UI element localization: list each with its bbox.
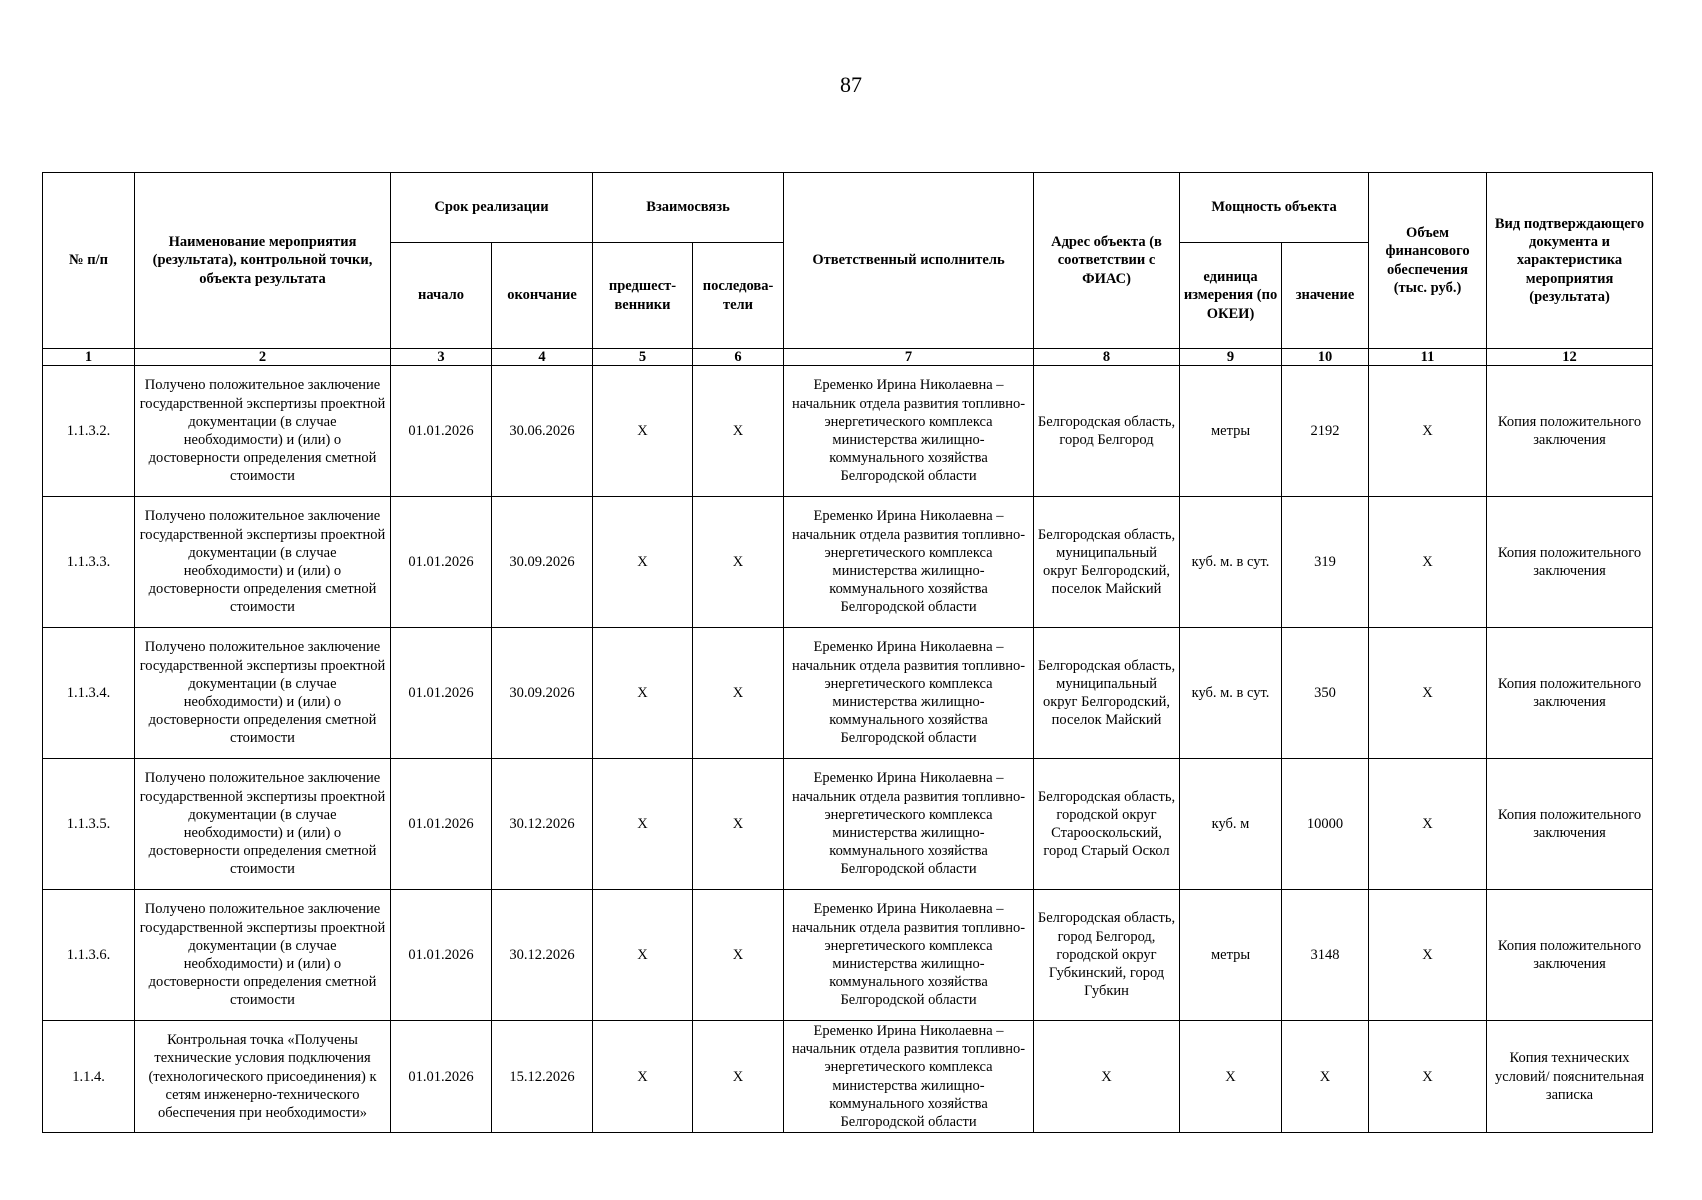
row-predecessors: X bbox=[593, 759, 693, 890]
row-executor: Еременко Ирина Николаевна – начальник отдела развития топливно-энергетического комплекса министерства жилищно-коммунального хозяйства Белгородской области bbox=[784, 890, 1034, 1021]
row-executor: Еременко Ирина Николаевна – начальник отдела развития топливно-энергетического комплекса министерства жилищно-коммунального хозяйства Белгородской области bbox=[784, 497, 1034, 628]
header-row-1 bbox=[43, 173, 1653, 243]
column-number: 7 bbox=[784, 349, 1034, 366]
row-predecessors: X bbox=[593, 890, 693, 1021]
column-numbers-row bbox=[43, 349, 1653, 366]
row-name: Получено положительное заключение государственной экспертизы проектной документации (в случае необходимости) и (или) о достоверности определения сметной стоимости bbox=[135, 628, 391, 759]
table-row bbox=[43, 890, 1653, 1021]
row-predecessors: X bbox=[593, 497, 693, 628]
row-value: X bbox=[1282, 1021, 1369, 1133]
row-predecessors: X bbox=[593, 1021, 693, 1133]
column-number: 4 bbox=[492, 349, 593, 366]
row-unit: метры bbox=[1180, 366, 1282, 497]
header-name: Наименование мероприятия (результата), контрольной точки, объекта результата bbox=[135, 173, 391, 349]
row-finance: X bbox=[1369, 366, 1487, 497]
row-successors: X bbox=[693, 628, 784, 759]
row-executor: Еременко Ирина Николаевна – начальник отдела развития топливно-энергетического комплекса министерства жилищно-коммунального хозяйства Белгородской области bbox=[784, 628, 1034, 759]
row-number: 1.1.3.2. bbox=[43, 366, 135, 497]
row-document: Копия положительного заключения bbox=[1487, 366, 1653, 497]
table-row bbox=[43, 759, 1653, 890]
row-name: Получено положительное заключение государственной экспертизы проектной документации (в случае необходимости) и (или) о достоверности определения сметной стоимости bbox=[135, 890, 391, 1021]
row-name: Контрольная точка «Получены технические условия подключения (технологического присоединения) к сетям инженерно-технического обеспечения при необходимости» bbox=[135, 1021, 391, 1133]
header-executor: Ответственный исполнитель bbox=[784, 173, 1034, 349]
header-relation: Взаимосвязь bbox=[593, 173, 784, 243]
column-number: 1 bbox=[43, 349, 135, 366]
row-finance: X bbox=[1369, 628, 1487, 759]
row-executor: Еременко Ирина Николаевна – начальник отдела развития топливно-энергетического комплекса министерства жилищно-коммунального хозяйства Белгородской области bbox=[784, 366, 1034, 497]
row-value: 350 bbox=[1282, 628, 1369, 759]
header-capacity: Мощность объекта bbox=[1180, 173, 1369, 243]
row-end: 30.09.2026 bbox=[492, 497, 593, 628]
column-number: 3 bbox=[391, 349, 492, 366]
row-unit: куб. м. в сут. bbox=[1180, 628, 1282, 759]
row-document: Копия положительного заключения bbox=[1487, 890, 1653, 1021]
row-name: Получено положительное заключение государственной экспертизы проектной документации (в случае необходимости) и (или) о достоверности определения сметной стоимости bbox=[135, 497, 391, 628]
row-start: 01.01.2026 bbox=[391, 366, 492, 497]
row-start: 01.01.2026 bbox=[391, 497, 492, 628]
column-number: 9 bbox=[1180, 349, 1282, 366]
row-number: 1.1.4. bbox=[43, 1021, 135, 1133]
row-number: 1.1.3.3. bbox=[43, 497, 135, 628]
row-number: 1.1.3.4. bbox=[43, 628, 135, 759]
row-address: Белгородская область, городской округ Старооскольский, город Старый Оскол bbox=[1034, 759, 1180, 890]
header-unit: единица измерения (по ОКЕИ) bbox=[1180, 243, 1282, 349]
header-finance: Объем финансового обеспечения (тыс. руб.) bbox=[1369, 173, 1487, 349]
header-doc: Вид подтверждающего документа и характеристика мероприятия (результата) bbox=[1487, 173, 1653, 349]
header-address: Адрес объекта (в соответствии с ФИАС) bbox=[1034, 173, 1180, 349]
row-finance: X bbox=[1369, 497, 1487, 628]
row-address: Белгородская область, город Белгород bbox=[1034, 366, 1180, 497]
column-number: 8 bbox=[1034, 349, 1180, 366]
page-number: 87 bbox=[840, 72, 862, 97]
header-period: Срок реализации bbox=[391, 173, 593, 243]
row-address: Белгородская область, муниципальный округ Белгородский, поселок Майский bbox=[1034, 628, 1180, 759]
row-name: Получено положительное заключение государственной экспертизы проектной документации (в случае необходимости) и (или) о достоверности определения сметной стоимости bbox=[135, 366, 391, 497]
row-document: Копия положительного заключения bbox=[1487, 759, 1653, 890]
column-number: 11 bbox=[1369, 349, 1487, 366]
row-start: 01.01.2026 bbox=[391, 1021, 492, 1133]
row-finance: X bbox=[1369, 1021, 1487, 1133]
row-value: 319 bbox=[1282, 497, 1369, 628]
column-number: 10 bbox=[1282, 349, 1369, 366]
row-successors: X bbox=[693, 1021, 784, 1133]
row-successors: X bbox=[693, 759, 784, 890]
row-start: 01.01.2026 bbox=[391, 890, 492, 1021]
header-no: № п/п bbox=[43, 173, 135, 349]
row-document: Копия положительного заключения bbox=[1487, 497, 1653, 628]
header-predecessors: предшест-венники bbox=[593, 243, 693, 349]
row-end: 30.06.2026 bbox=[492, 366, 593, 497]
row-predecessors: X bbox=[593, 366, 693, 497]
table-row bbox=[43, 628, 1653, 759]
column-number: 12 bbox=[1487, 349, 1653, 366]
row-executor: Еременко Ирина Николаевна – начальник отдела развития топливно-энергетического комплекса министерства жилищно-коммунального хозяйства Белгородской области bbox=[784, 759, 1034, 890]
row-unit: метры bbox=[1180, 890, 1282, 1021]
row-end: 30.12.2026 bbox=[492, 890, 593, 1021]
row-successors: X bbox=[693, 366, 784, 497]
row-value: 10000 bbox=[1282, 759, 1369, 890]
row-unit: X bbox=[1180, 1021, 1282, 1133]
row-unit: куб. м. в сут. bbox=[1180, 497, 1282, 628]
events-table bbox=[42, 172, 1653, 1133]
row-value: 3148 bbox=[1282, 890, 1369, 1021]
header-successors: последова-тели bbox=[693, 243, 784, 349]
header-start: начало bbox=[391, 243, 492, 349]
row-end: 30.09.2026 bbox=[492, 628, 593, 759]
table-row bbox=[43, 366, 1653, 497]
column-number: 6 bbox=[693, 349, 784, 366]
header-end: окончание bbox=[492, 243, 593, 349]
row-number: 1.1.3.5. bbox=[43, 759, 135, 890]
row-executor: Еременко Ирина Николаевна – начальник отдела развития топливно-энергетического комплекса министерства жилищно-коммунального хозяйства Белгородской области bbox=[784, 1021, 1034, 1133]
row-name: Получено положительное заключение государственной экспертизы проектной документации (в случае необходимости) и (или) о достоверности определения сметной стоимости bbox=[135, 759, 391, 890]
row-predecessors: X bbox=[593, 628, 693, 759]
row-end: 15.12.2026 bbox=[492, 1021, 593, 1133]
table-row bbox=[43, 497, 1653, 628]
column-number: 5 bbox=[593, 349, 693, 366]
row-address: Белгородская область, муниципальный округ Белгородский, поселок Майский bbox=[1034, 497, 1180, 628]
row-document: Копия положительного заключения bbox=[1487, 628, 1653, 759]
row-successors: X bbox=[693, 497, 784, 628]
header-value: значение bbox=[1282, 243, 1369, 349]
row-end: 30.12.2026 bbox=[492, 759, 593, 890]
row-successors: X bbox=[693, 890, 784, 1021]
row-value: 2192 bbox=[1282, 366, 1369, 497]
column-number: 2 bbox=[135, 349, 391, 366]
row-address: Белгородская область, город Белгород, городской округ Губкинский, город Губкин bbox=[1034, 890, 1180, 1021]
row-finance: X bbox=[1369, 890, 1487, 1021]
row-document: Копия технических условий/ пояснительная записка bbox=[1487, 1021, 1653, 1133]
row-number: 1.1.3.6. bbox=[43, 890, 135, 1021]
row-finance: X bbox=[1369, 759, 1487, 890]
table-row bbox=[43, 1021, 1653, 1133]
row-start: 01.01.2026 bbox=[391, 759, 492, 890]
row-address: X bbox=[1034, 1021, 1180, 1133]
row-unit: куб. м bbox=[1180, 759, 1282, 890]
row-start: 01.01.2026 bbox=[391, 628, 492, 759]
